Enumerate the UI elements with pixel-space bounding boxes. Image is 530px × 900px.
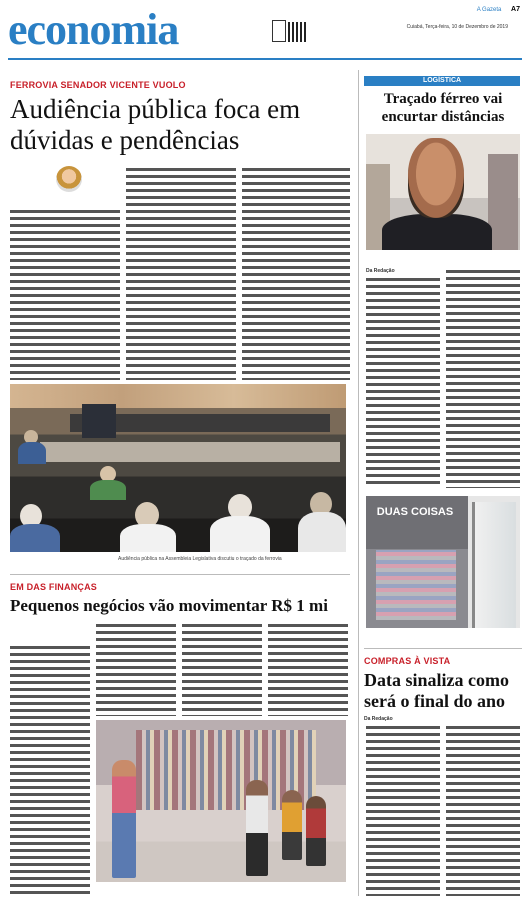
- masthead-rule: [8, 58, 522, 60]
- market-photo: [96, 720, 346, 882]
- second-story-kicker: EM DAS FINANÇAS: [10, 582, 98, 592]
- photo-floor: [40, 442, 340, 462]
- column-divider: [358, 70, 359, 896]
- qr-code-icon: [288, 22, 308, 42]
- right-story-column-1: [366, 278, 440, 488]
- section-title: economia: [8, 5, 179, 54]
- section-divider: [364, 648, 522, 649]
- phone-icon: [272, 20, 286, 42]
- second-story-column-3: [182, 624, 262, 716]
- audience-body: [298, 512, 346, 552]
- store-shelf: [376, 550, 456, 620]
- audience-body: [18, 442, 46, 464]
- audience-body: [90, 480, 126, 500]
- store-sign: DUAS COISAS: [376, 506, 454, 518]
- bottom-right-byline: Da Redação: [364, 716, 393, 722]
- photo-wall: [10, 384, 346, 408]
- bottom-right-column-2: [446, 726, 520, 896]
- main-story-headline: Audiência pública foca em dúvidas e pendências: [10, 94, 301, 155]
- bottom-right-column-1: [366, 726, 440, 896]
- second-story-column-4: [268, 624, 348, 716]
- shopper-figure: [112, 760, 136, 878]
- shopper-figure: [306, 796, 326, 866]
- bottom-right-headline: Data sinaliza como será o final do ano: [364, 670, 509, 711]
- portrait-face: [408, 138, 464, 218]
- publication-name: A Gazeta: [476, 7, 502, 13]
- portrait-photo: [366, 134, 520, 250]
- audience-body: [120, 524, 176, 552]
- photo-background-figure: [488, 154, 518, 250]
- store-photo: [366, 496, 520, 628]
- issue-date: Cuiabá, Terça-feira, 10 de Dezembro de 2019: [406, 24, 508, 30]
- main-story-column-1: [10, 210, 120, 380]
- right-story-headline: Traçado férreo vai encurtar distâncias: [381, 91, 505, 125]
- second-story-column-2: [96, 624, 176, 716]
- bottom-right-kicker: COMPRAS À VISTA: [364, 656, 451, 666]
- section-divider: [10, 574, 350, 575]
- audience-body: [10, 524, 60, 552]
- author-avatar: [56, 166, 82, 192]
- second-story-headline: Pequenos negócios vão movimentar R$ 1 mi: [10, 596, 328, 615]
- author-box: [36, 166, 118, 202]
- main-story-column-2: [126, 168, 236, 380]
- masthead: [0, 0, 530, 62]
- main-story-kicker: FERROVIA SENADOR VICENTE VUOLO: [10, 80, 186, 90]
- store-glass: [472, 502, 516, 628]
- shopper-figure: [282, 790, 302, 860]
- audience-body: [210, 516, 270, 552]
- right-story-column-2: [446, 270, 520, 488]
- portrait-suit: [382, 214, 492, 250]
- second-story-column-1: [10, 646, 90, 896]
- main-photo-caption: Audiência pública na Assembleia Legislativa discutiu o traçado da ferrovia: [118, 556, 282, 562]
- assembly-photo: [10, 384, 346, 552]
- photo-screen: [82, 404, 116, 438]
- shopper-figure: [246, 780, 268, 876]
- page-number: A7: [511, 6, 520, 13]
- masthead-right: [477, 6, 520, 13]
- main-story-column-3: [242, 168, 350, 380]
- right-story-kicker: LOGÍSTICA: [364, 76, 520, 86]
- right-story-byline: Da Redação: [366, 268, 395, 274]
